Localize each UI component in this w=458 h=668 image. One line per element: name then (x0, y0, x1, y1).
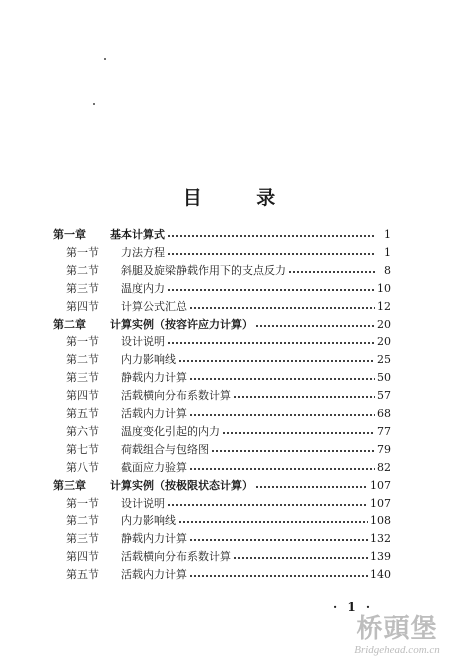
toc-entry-number: 第一节 (66, 245, 99, 259)
toc-entry-page: 8 (384, 263, 391, 277)
toc-entry[interactable] (66, 385, 391, 402)
toc-entry-number: 第一节 (66, 335, 99, 349)
toc-entry[interactable] (66, 564, 391, 581)
toc-entry-number: 第五节 (66, 568, 99, 582)
toc-entry-title: 计算实例（按极限状态计算） (110, 478, 253, 492)
toc-entry-number: 第三章 (53, 478, 86, 492)
scan-speck (93, 103, 95, 105)
toc-entry-title: 计算实例（按容许应力计算） (110, 317, 253, 331)
toc-entry-title: 活载内力计算 (121, 407, 187, 420)
toc-entry-page: 1 (384, 245, 391, 259)
toc-entry-title: 内力影响线 (121, 353, 176, 367)
dot-leader (178, 520, 368, 524)
dot-leader (189, 467, 375, 471)
toc-entry-title: 计算公式汇总 (121, 299, 187, 313)
toc-entry[interactable] (66, 242, 391, 259)
toc-entry-page: 50 (377, 371, 391, 385)
toc-entry-page: 132 (370, 532, 391, 546)
toc-entry-page: 12 (377, 299, 391, 313)
toc-heading: 目 录 (182, 187, 300, 209)
dot-leader (189, 538, 368, 542)
toc-entry-page: 139 (370, 550, 391, 564)
toc-entry[interactable] (53, 314, 391, 331)
toc-entry-page: 20 (377, 317, 391, 331)
toc-entry[interactable] (66, 403, 391, 420)
toc-entry-number: 第四节 (66, 389, 99, 403)
toc-entry[interactable] (66, 331, 391, 348)
dot-leader (255, 485, 368, 489)
toc-entry[interactable] (66, 367, 391, 384)
toc-entry-number: 第二节 (66, 514, 99, 528)
toc-entry-title: 温度内力 (121, 281, 165, 295)
toc-entry[interactable] (66, 528, 391, 545)
toc-entry-number: 第三节 (66, 281, 99, 295)
dot-leader (167, 503, 368, 507)
toc-entry-number: 第一章 (53, 228, 86, 241)
dot-leader (222, 431, 375, 435)
dot-leader (233, 395, 375, 399)
toc-entry[interactable] (66, 510, 391, 527)
toc-entry-number: 第八节 (66, 460, 99, 474)
toc-entry-page: 25 (377, 353, 391, 367)
toc-entry-title: 斜腿及旋梁静载作用下的支点反力 (121, 263, 286, 277)
toc-entry-number: 第七节 (66, 442, 99, 456)
toc-entry-title: 活载横向分布系数计算 (121, 550, 231, 564)
toc-entry-page: 82 (377, 460, 391, 474)
scan-speck (104, 58, 106, 60)
toc-entry[interactable] (66, 546, 391, 563)
toc-entry-title: 设计说明 (121, 335, 165, 349)
toc-entry-page: 20 (377, 335, 391, 349)
toc-entry-number: 第四节 (66, 550, 99, 564)
toc-entry-page: 140 (370, 568, 391, 582)
toc-entry-page: 107 (370, 478, 391, 492)
toc-entry-number: 第四节 (66, 299, 99, 313)
toc-entry-number: 第三节 (66, 532, 99, 546)
dot-leader (288, 270, 375, 274)
toc-entry[interactable] (66, 296, 391, 313)
dot-leader (189, 413, 375, 417)
toc-entry[interactable] (66, 457, 391, 474)
toc-entry[interactable] (66, 278, 391, 295)
dot-leader (189, 574, 368, 578)
toc-entry-page: 68 (377, 407, 391, 420)
watermark-logo: 桥頭堡 (356, 614, 438, 644)
toc-entry[interactable] (66, 349, 391, 366)
toc-entry-title: 内力影响线 (121, 514, 176, 528)
watermark-url: Bridgehead.com.cn (354, 644, 440, 656)
toc-entry-title: 设计说明 (121, 496, 165, 510)
toc-entry-title: 活载内力计算 (121, 568, 187, 582)
dot-leader (189, 377, 375, 381)
toc-entry-title: 基本计算式 (110, 228, 165, 241)
toc-entry-page: 1 (384, 228, 391, 241)
toc-entry-title: 力法方程 (121, 245, 165, 259)
toc-entry[interactable] (66, 493, 391, 510)
dot-leader (167, 288, 375, 292)
dot-leader (167, 341, 375, 345)
toc-entry-page: 77 (377, 424, 391, 438)
dot-leader (233, 556, 368, 560)
toc-entry-title: 荷载组合与包络图 (121, 442, 209, 456)
toc-entry-page: 108 (370, 514, 391, 528)
toc-entry-number: 第二节 (66, 263, 99, 277)
toc-entry-title: 温度变化引起的内力 (121, 424, 220, 438)
dot-leader (167, 252, 375, 256)
dot-leader (189, 306, 375, 310)
toc-entry-page: 107 (370, 496, 391, 510)
toc-entry-title: 活载横向分布系数计算 (121, 389, 231, 403)
toc-entry-number: 第三节 (66, 371, 99, 385)
dot-leader (167, 234, 375, 238)
toc-entry-title: 截面应力验算 (121, 460, 187, 474)
toc-entry-number: 第二章 (53, 317, 86, 331)
watermark (338, 614, 456, 657)
toc-entry-page: 79 (377, 442, 391, 456)
dot-leader (211, 449, 375, 453)
toc-entry-page: 57 (377, 389, 391, 403)
dot-leader (178, 359, 375, 363)
toc-entry-number: 第二节 (66, 353, 99, 367)
toc-entry-number: 第六节 (66, 424, 99, 438)
toc-entry[interactable] (66, 260, 391, 277)
toc-entry[interactable] (66, 439, 391, 456)
page-number: · 1 · (333, 600, 374, 614)
toc-entry-title: 静载内力计算 (121, 371, 187, 385)
dot-leader (255, 324, 375, 328)
toc-entry[interactable] (53, 475, 391, 492)
toc-entry-number: 第一节 (66, 496, 99, 510)
toc-entry-number: 第五节 (66, 407, 99, 420)
toc-entry-page: 10 (377, 281, 391, 295)
toc-entry-title: 静载内力计算 (121, 532, 187, 546)
toc-entry[interactable] (53, 224, 391, 241)
toc-entry[interactable] (66, 421, 391, 438)
